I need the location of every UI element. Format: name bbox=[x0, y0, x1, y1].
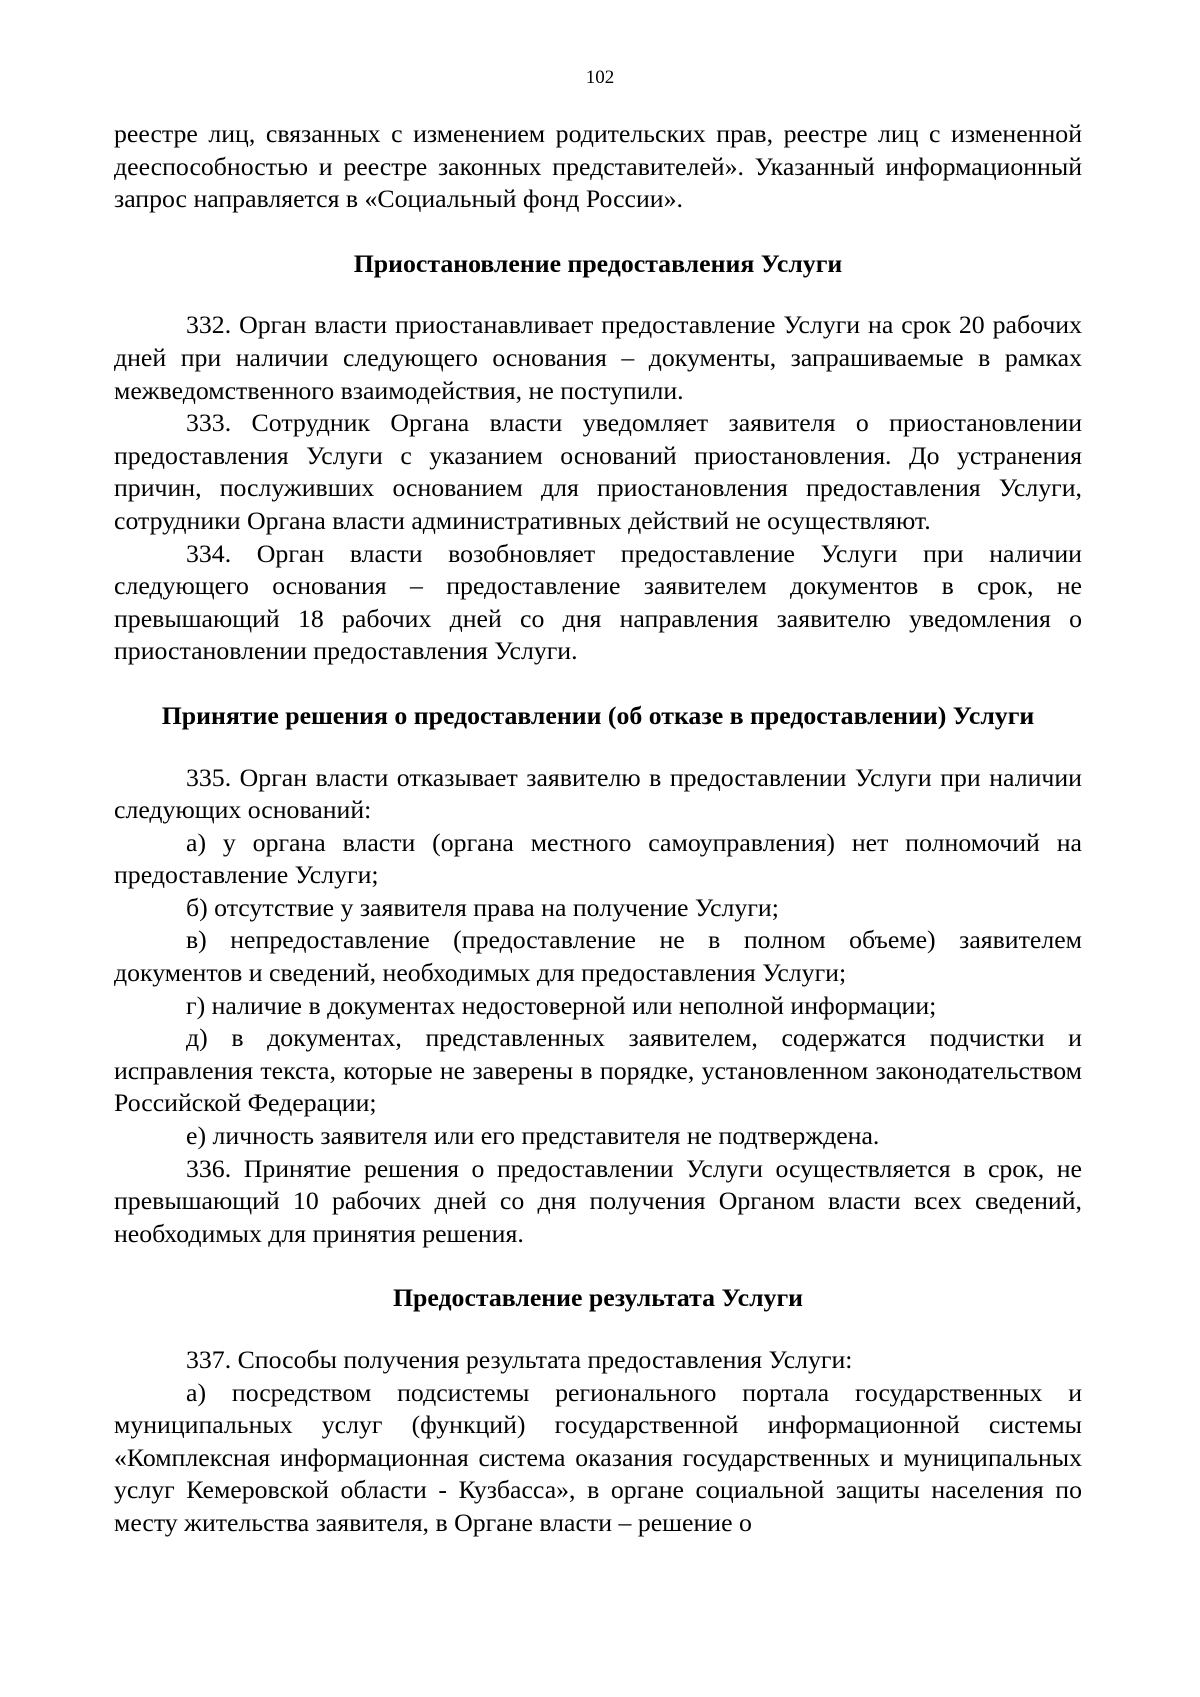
section-heading-result: Предоставление результата Услуги bbox=[392, 1283, 804, 1313]
section-heading-suspension: Приостановление предоставления Услуги bbox=[353, 248, 843, 278]
list-item-335-a: а) у органа власти (органа местного самоуправления) нет полномочий на предоставление Услуги; bbox=[114, 827, 1082, 890]
list-item-335-b: б) отсутствие у заявителя права на получение Услуги; bbox=[186, 892, 779, 922]
list-item-335-g: г) наличие в документах недостоверной или неполной информации; bbox=[186, 990, 937, 1020]
list-item-337-a: а) посредством подсистемы регионального портала государственных и муниципальных услуг (функций) государственной информационной системы «Комплексная информационная система оказания государственных и муниципальных услуг Кемеровской области - Кузбасса», в органе социальной защиты населения по месту жительства заявителя, в Органе власти – решение о bbox=[114, 1377, 1082, 1537]
list-item-335-e: е) личность заявителя или его представителя не подтверждена. bbox=[186, 1121, 880, 1151]
document-body bbox=[114, 118, 1082, 1540]
section-heading-decision: Принятие решения о предоставлении (об отказе в предоставлении) Услуги bbox=[161, 700, 1035, 730]
page-number: 102 bbox=[585, 67, 615, 88]
paragraph-continuation: реестре лиц, связанных с изменением родительских прав, реестре лиц с измененной дееспособностью и реестре законных представителей». Указанный информационный запрос направляется в «Социальный фонд России». bbox=[114, 119, 1082, 214]
list-item-335-d: д) в документах, представленных заявителем, содержатся подчистки и исправления текста, которые не заверены в порядке, установленном законодательством Российской Федерации; bbox=[114, 1023, 1082, 1118]
paragraph-336: 336. Принятие решения о предоставлении Услуги осуществляется в срок, не превышающий 10 рабочих дней со дня получения Органом власти всех сведений, необходимых для принятия решения. bbox=[114, 1153, 1082, 1248]
paragraph-335: 335. Орган власти отказывает заявителю в предоставлении Услуги при наличии следующих оснований: bbox=[114, 762, 1082, 825]
paragraph-334: 334. Орган власти возобновляет предоставление Услуги при наличии следующего основания – предоставление заявителем документов в срок, не превышающий 18 рабочих дней со дня направления заявителю уведомления о приостановлении предоставления Услуги. bbox=[114, 538, 1082, 666]
paragraph-333: 333. Сотрудник Органа власти уведомляет заявителя о приостановлении предоставления Услуги с указанием оснований приостановления. До устранения причин, послуживших основанием для приостановления предоставления Услуги, сотрудники Органа власти административных действий не осуществляют. bbox=[114, 408, 1082, 535]
paragraph-337: 337. Способы получения результата предоставления Услуги: bbox=[186, 1345, 853, 1374]
list-item-335-v: в) непредоставление (предоставление не в полном объеме) заявителем документов и сведений, необходимых для предоставления Услуги; bbox=[114, 925, 1082, 988]
paragraph-332: 332. Орган власти приостанавливает предоставление Услуги на срок 20 рабочих дней при наличии следующего основания – документы, запрашиваемые в рамках межведомственного взаимодействия, не поступили. bbox=[114, 310, 1082, 405]
